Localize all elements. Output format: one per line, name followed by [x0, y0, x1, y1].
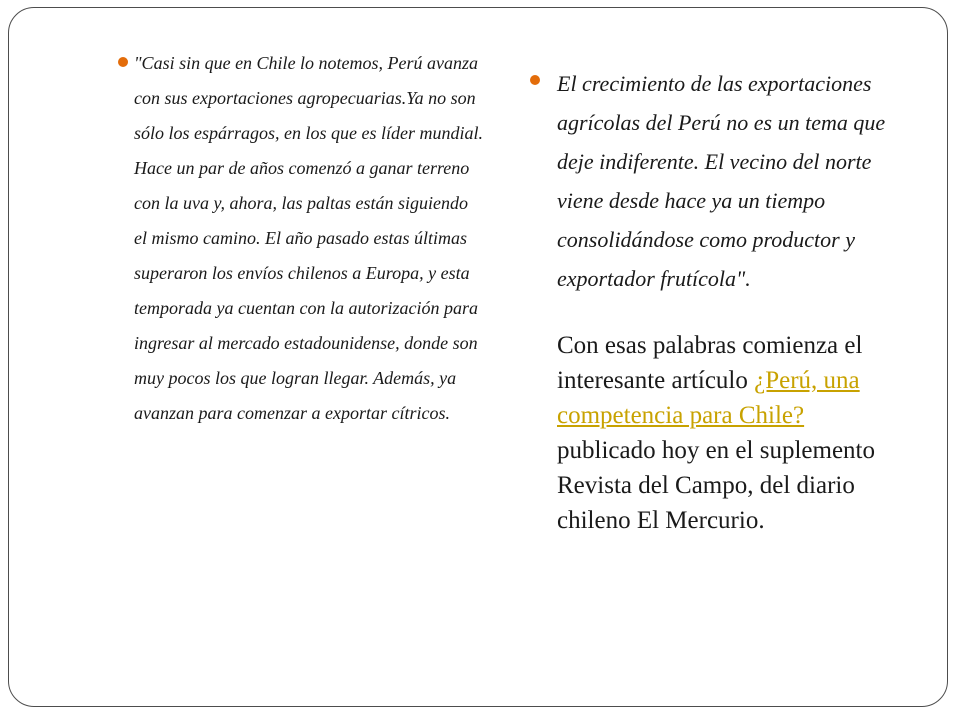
- right-column: [557, 64, 907, 538]
- left-column: [134, 46, 484, 431]
- article-link[interactable]: ¿Perú, una competencia para Chile?: [557, 367, 860, 429]
- body-after-link: publicado hoy en el suplemento Revista del Campo, del diario chileno El Mercurio.: [557, 437, 875, 534]
- bullet-left: [118, 57, 128, 67]
- left-quote-text: "Casi sin que en Chile lo notemos, Perú avanza con sus exportaciones agropecuarias.Ya no son sólo los espárragos, en los que es líder mundial. Hace un par de años comenzó a ganar terreno con la uva y, ahora, las paltas están siguiendo el mismo camino. El año pasado estas últimas superaron los envíos chilenos a Europa, y esta temporada ya cuentan con la autorización para ingresar al mercado estadounidense, donde son muy pocos los que logran llegar. Además, ya avanzan para comenzar a exportar cítricos.: [134, 53, 483, 423]
- right-quote-text: El crecimiento de las exportaciones agrícolas del Perú no es un tema que deje indiferente. El vecino del norte viene desde hace ya un tiempo consolidándose como productor y exportador frutícola".: [557, 71, 886, 291]
- body-before-link: Con esas palabras comienza el interesante artículo: [557, 332, 863, 394]
- bullet-right: [530, 75, 540, 85]
- right-body-text: [557, 328, 907, 538]
